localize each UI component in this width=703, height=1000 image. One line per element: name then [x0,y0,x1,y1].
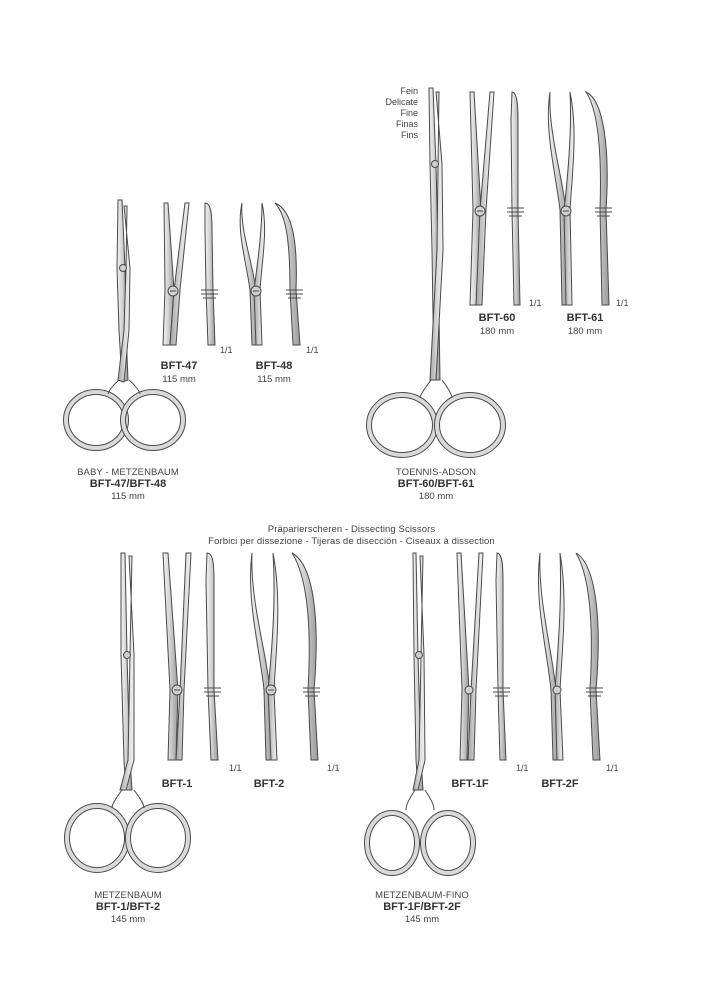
variant-code-bft-60: BFT-60 [478,312,516,324]
variant-code-bft-1f: BFT-1F [451,778,489,790]
fine-label-en-fine: Fine [400,108,418,118]
bft-60-blade-detail [470,92,524,305]
bft-1-blade-detail [163,553,221,760]
group-length-metzenbaum-fino: 145 mm [404,914,440,925]
scale-label-bft-47: 1/1 [220,345,233,355]
bft-2f-blade-detail [538,553,603,760]
group-length-baby-metzenbaum: 115 mm [111,491,145,502]
scale-label-bft-1f: 1/1 [516,763,529,773]
variant-code-bft-61: BFT-61 [566,312,604,324]
fine-label-fr: Fins [400,130,418,140]
variant-code-bft-1: BFT-1 [161,778,193,790]
scale-label-bft-61: 1/1 [616,298,629,308]
group-name-baby-metzenbaum: BABY - METZENBAUM [77,467,179,478]
bft-61-blade-detail [548,92,612,305]
group-codes-bft-60-61: BFT-60/BFT-61 [397,478,475,490]
scale-label-bft-2: 1/1 [327,763,340,773]
scale-label-bft-2f: 1/1 [606,763,619,773]
scale-label-bft-60: 1/1 [529,298,542,308]
fine-label-stack [350,86,418,146]
variant-code-bft-48: BFT-48 [255,360,293,372]
group-name-metzenbaum-fino: METZENBAUM-FINO [375,890,469,901]
variant-length-bft-61: 180 mm [567,326,603,337]
group-name-metzenbaum: METZENBAUM [94,890,162,901]
variant-code-bft-2f: BFT-2F [541,778,579,790]
bft-47-blade-detail [163,203,218,345]
variant-length-bft-47: 115 mm [162,374,196,385]
bft-48-blade-detail [240,203,303,345]
group-name-toennis-adson: TOENNIS-ADSON [395,467,477,478]
metzenbaum-fino-scissors-drawing [367,553,473,873]
category-heading-line2: Forbici per dissezione - Tijeras de disección - Ciseaux à dissection [208,536,495,547]
variant-length-bft-60: 180 mm [479,326,515,337]
fine-label-es: Finas [395,119,418,129]
bft-1f-blade-detail [457,553,510,760]
variant-code-bft-2: BFT-2 [253,778,285,790]
group-length-toennis-adson: 180 mm [418,491,454,502]
fine-label-de: Fein [400,86,418,96]
category-heading-line1: Präparierscheren - Dissecting Scissors [267,524,436,535]
group-codes-bft-1f-2f: BFT-1F/BFT-2F [383,901,461,913]
group-codes-bft-1-2: BFT-1/BFT-2 [95,901,161,913]
bft-2-blade-detail [251,553,320,760]
variant-code-bft-47: BFT-47 [160,360,198,372]
fine-label-en-delicate: Delicate [385,97,418,107]
variant-length-bft-48: 115 mm [257,374,291,385]
group-length-metzenbaum: 145 mm [110,914,146,925]
scale-label-bft-1: 1/1 [229,763,242,773]
group-codes-bft-47-48: BFT-47/BFT-48 [89,478,167,490]
scale-label-bft-48: 1/1 [306,345,319,355]
